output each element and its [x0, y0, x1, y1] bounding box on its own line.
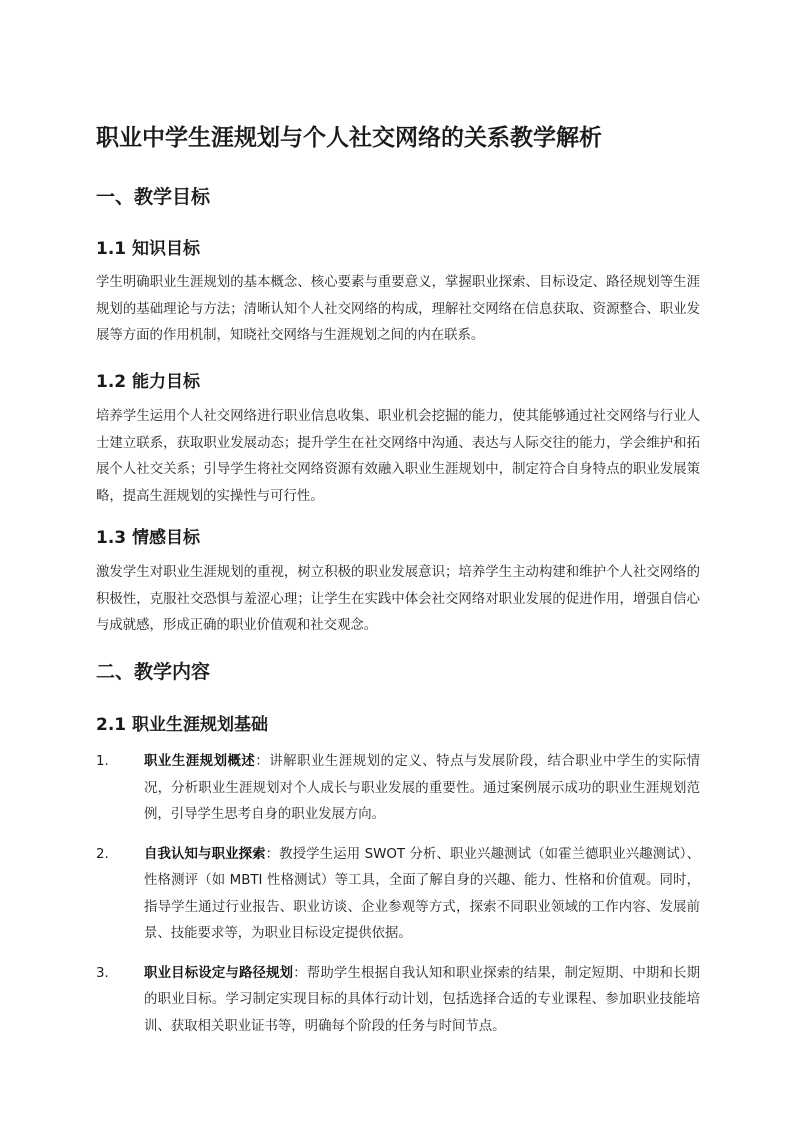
list-item-text: ：教授学生运用 SWOT 分析、职业兴趣测试（如霍兰德职业兴趣测试）、性格测评（如 MBTI 性格测试）等工具，全面了解自身的兴趣、能力、性格和价值观。同时，指导学生通过行业报告、职业访谈、企业参观等方式，探索不同职业领域的工作内容、发展前景、技能要求等，为职业目标设定提供依据。 — [144, 846, 700, 941]
paragraph-emotional-goals: 激发学生对职业生涯规划的重视，树立积极的职业发展意识；培养学生主动构建和维护个人社交网络的积极性，克服社交恐惧与羞涩心理；让学生在实践中体会社交网络对职业发展的促进作用，增强自信心与成就感，形成正确的职业价值观和社交观念。 — [96, 565, 700, 633]
list-item-number: 1. — [96, 754, 109, 769]
list-item — [96, 842, 700, 948]
document-title: 职业中学生涯规划与个人社交网络的关系教学解析 — [96, 125, 602, 151]
paragraph-knowledge-goals: 学生明确职业生涯规划的基本概念、核心要素与重要意义，掌握职业探索、目标设定、路径规划等生涯规划的基础理论与方法；清晰认知个人社交网络的构成，理解社交网络在信息获取、资源整合、职业发展等方面的作用机制，知晓社交网络与生涯规划之间的内在联系。 — [96, 275, 700, 343]
paragraph-ability-goals: 培养学生运用个人社交网络进行职业信息收集、职业机会挖掘的能力，使其能够通过社交网络与行业人士建立联系，获取职业发展动态；提升学生在社交网络中沟通、表达与人际交往的能力，学会维护和拓展个人社交关系；引导学生将社交网络资源有效融入职业生涯规划中，制定符合自身特点的职业发展策略，提高生涯规划的实操性与可行性。 — [96, 409, 700, 504]
list-item — [96, 749, 700, 829]
subsection-heading-knowledge-goals: 1.1 知识目标 — [96, 239, 201, 259]
list-item-number: 3. — [96, 965, 109, 981]
list-item-term: 职业生涯规划概述 — [144, 754, 256, 769]
career-planning-list — [96, 749, 700, 1040]
subsection-heading-emotional-goals: 1.3 情感目标 — [96, 528, 201, 548]
list-item-term: 职业目标设定与路径规划 — [144, 965, 294, 981]
section-heading-teaching-content: 二、教学内容 — [96, 661, 211, 683]
list-item-text: ：帮助学生根据自我认知和职业探索的结果，制定短期、中期和长期的职业目标。学习制定实现目标的具体行动计划，包括选择合适的专业课程、参加职业技能培训、获取相关职业证书等，明确每个阶段的任务与时间节点。 — [144, 965, 700, 1034]
subsection-heading-career-planning-basics: 2.1 职业生涯规划基础 — [96, 715, 269, 735]
list-item-number: 2. — [96, 846, 109, 862]
subsection-heading-ability-goals: 1.2 能力目标 — [96, 372, 201, 392]
list-item — [96, 961, 700, 1041]
section-heading-teaching-goals: 一、教学目标 — [96, 186, 211, 208]
list-item-text: ：讲解职业生涯规划的定义、特点与发展阶段，结合职业中学生的实际情况，分析职业生涯规划对个人成长与职业发展的重要性。通过案例展示成功的职业生涯规划范例，引导学生思考自身的职业发展方向。 — [144, 754, 701, 822]
list-item-term: 自我认知与职业探索 — [144, 846, 266, 862]
